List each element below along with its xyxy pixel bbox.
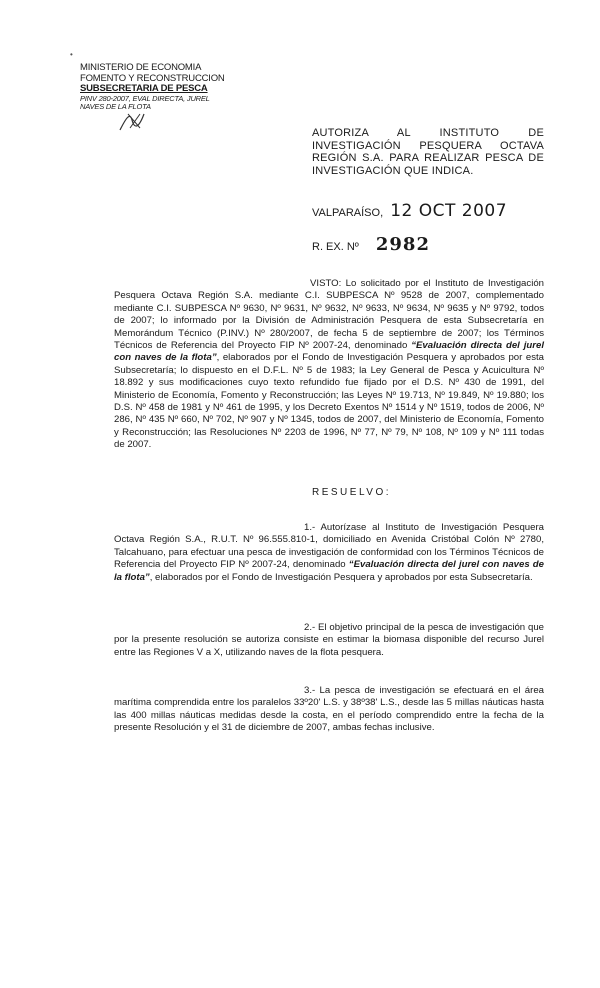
item-3-paragraph <box>114 685 544 735</box>
letterhead-ministry: MINISTERIO DE ECONOMIA <box>80 62 202 73</box>
letterhead-ministry-2: FOMENTO Y RECONSTRUCCION <box>80 72 225 84</box>
resolution-number-line <box>312 234 430 255</box>
item-2-paragraph <box>114 622 544 659</box>
letterhead-reference: PINV 280-2007, EVAL DIRECTA, JUREL <box>80 93 210 103</box>
initials-signature-icon <box>118 108 148 134</box>
item-1-text-2: , elaborados por el Fondo de Investigación Pesquera y aprobados por esta Subsecretaría. <box>149 571 533 583</box>
item-3-text-1: La pesca de investigación se efectuará en el área marítima comprendida entre los paralelos 33º20' L.S. y 38º38' L.S., desde las 5 millas náuticas hasta las 400 millas náuticas medidas desde la costa, en el período comprendido entre la fecha de la presente Resolución y el 31 de diciembre de 2007, ambas fechas inclusive. <box>114 685 544 734</box>
item-2-number: 2.- <box>304 622 316 633</box>
visto-paragraph <box>114 278 544 452</box>
letterhead-subsecretaria: SUBSECRETARIA DE PESCA <box>80 83 208 94</box>
letterhead-reference-2: NAVES DE LA FLOTA <box>80 102 151 111</box>
visto-text-2: , elaborados por el Fondo de Investigación Pesquera y aprobados por esta Subsecretaría; lo dispuesto en el D.F.L. Nº 5 de 1983; la Ley General de Pesca y Acuicultura Nº 18.892 y sus modificaciones cuyo texto refundido fue fijado por el D.S. Nº 430 de 1991, del Ministerio de Economía, Fomento y Reconstrucción; las Leyes Nº 19.713, Nº 19.849, Nº 19.880; los D.S. Nº 458 de 1981 y Nº 461 de 1995, y los Decreto Exentos Nº 1514 y Nº 1519, todos de 2006, Nº 286, Nº 435 Nº 660, Nº 702, Nº 907 y Nº 1345, todos de 2007, del Ministerio de Economía, Fomento y Reconstrucción; las Resoluciones Nº 2203 de 1996, Nº 77, Nº 79, Nº 108, Nº 109 y Nº 111 todas de 2007. <box>114 352 544 451</box>
item-1-number: 1.- <box>304 522 316 533</box>
visto-label: VISTO: <box>310 278 342 289</box>
date-stamp: 12 OCT 2007 <box>390 201 508 221</box>
visto-text-1: Lo solicitado por el Instituto de Investigación Pesquera Octava Región S.A. mediante C.I. SUBPESCA Nº 9528 de 2007, complementado mediante C.I. SUBPESCA Nº 9630, Nº 9631, Nº 9632, Nº 9633, Nº 9634, Nº 9635 y Nº 9792, todos de 2007; lo informado por la División de Administración Pesquera de esta Subsecretaría en Memorándum Técnico (P.INV.) Nº 280/2007, de fecha 5 de septiembre de 2007; los Términos Técnicos de Referencia del Proyecto FIP Nº 2007-24, denominado <box>114 278 544 352</box>
visto-project-title: “Evaluación directa del jurel con naves de la flota” <box>114 340 544 364</box>
resuelvo-heading: RESUELVO: <box>312 487 391 498</box>
item-1-paragraph <box>114 522 544 584</box>
item-1-project-title: “Evaluación directa del jurel con naves de la flota” <box>114 559 544 583</box>
item-1-text-1: Autorízase al Instituto de Investigación Pesquera Octava Región S.A., R.U.T. Nº 96.555.810-1, domiciliado en Avenida Cristóbal Colón Nº 2780, Talcahuano, para efectuar una pesca de investigación de conformidad con los Términos Técnicos de Referencia del Proyecto FIP Nº 2007-24, denominado <box>114 522 544 571</box>
resolution-subject: AUTORIZA AL INSTITUTO DE INVESTIGACIÓN PESQUERA OCTAVA REGIÓN S.A. PARA REALIZAR PESCA DE INVESTIGACIÓN QUE INDICA. <box>312 127 544 177</box>
resolution-label: R. EX. Nº <box>312 241 359 253</box>
date-city: VALPARAÍSO, <box>312 207 384 219</box>
item-3-number: 3.- <box>304 685 316 696</box>
item-2-text-1: El objetivo principal de la pesca de investigación que por la presente resolución se autoriza consiste en estimar la biomasa disponible del recurso Jurel entre las Regiones V a X, utilizando naves de la flota pesquera. <box>114 622 544 658</box>
scan-mark: • <box>70 50 73 59</box>
date-line <box>312 201 507 221</box>
letterhead <box>80 63 240 112</box>
resolution-number: 2982 <box>375 234 430 255</box>
